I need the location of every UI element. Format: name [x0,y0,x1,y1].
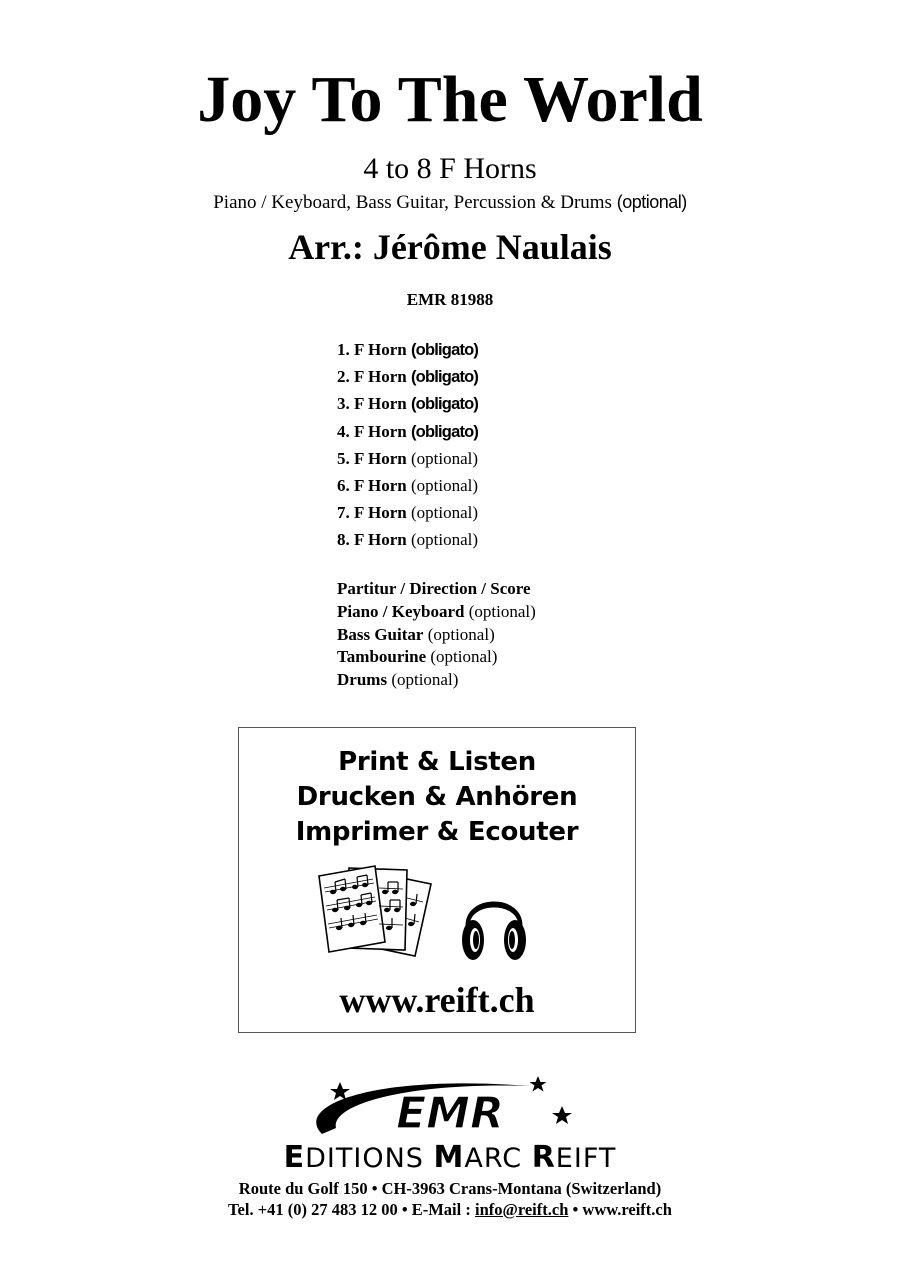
part-name: 4. F Horn [337,421,407,441]
part-name: 1. F Horn [337,340,407,359]
instrumentation-main: Piano / Keyboard, Bass Guitar, Percussion & Drums [213,192,612,213]
brand-ditions: DITIONS [305,1143,434,1174]
print-listen-line-de: Drucken & Anhören [296,782,578,812]
contact-suffix: • www.reift.ch [568,1200,672,1219]
brand-m: M [433,1140,465,1175]
part-item [337,421,637,448]
part-note: (obligato) [410,368,479,387]
website-label: www.reift.ch [339,980,535,1020]
extra-item [337,578,657,601]
extra-note: (optional) [468,601,536,621]
arranger: Arr.: Jérôme Naulais [288,227,612,267]
instrumentation [0,190,900,215]
logo-text: EMR [396,1088,504,1139]
subtitle: 4 to 8 F Horns [363,152,537,185]
part-note: (optional) [410,475,479,495]
contact-line [0,1199,900,1221]
extra-name: Tambourine [337,647,427,667]
publisher-name [0,1142,900,1175]
part-note: (optional) [410,530,479,550]
part-name: 8. F Horn [337,530,407,550]
brand-eift: EIFT [555,1143,617,1174]
email-link[interactable]: info@reift.ch [474,1200,569,1219]
part-name: 3. F Horn [337,394,407,414]
emr-logo [300,1076,600,1146]
extra-name: Piano / Keyboard [337,601,465,621]
sheet-music-icon [315,862,439,958]
extra-note: (optional) [391,670,459,690]
contact-prefix: Tel. +41 (0) 27 483 12 00 • E-Mail : [228,1200,475,1219]
instrumentation-optional: (optional) [616,192,687,212]
print-listen-line-fr: Imprimer & Ecouter [295,817,579,847]
extra-name: Partitur / Direction / Score [337,579,531,598]
brand-e: E [283,1140,306,1175]
extras-list [337,578,657,692]
part-note: (obligato) [410,395,479,414]
extra-item [337,669,657,692]
extra-item [337,624,657,647]
extra-item [337,601,657,624]
part-note: (optional) [410,503,479,523]
parts-list [337,339,637,557]
extra-item [337,646,657,669]
part-name: 2. F Horn [337,367,407,387]
part-item [337,448,637,475]
part-item [337,502,637,529]
part-note: (obligato) [410,422,479,441]
part-item [337,339,637,366]
part-item [337,393,637,420]
print-listen-line-en: Print & Listen [338,747,536,777]
part-item [337,475,637,502]
brand-r: R [531,1140,556,1175]
extra-note: (optional) [430,647,498,667]
brand-arc: ARC [464,1143,532,1174]
part-name: 5. F Horn [337,448,407,468]
extra-note: (optional) [427,624,495,644]
part-item [337,529,637,556]
page-title: Joy To The World [197,63,703,136]
print-listen-box [238,727,636,1033]
part-name: 7. F Horn [337,503,407,523]
part-item [337,366,637,393]
part-note: (obligato) [410,341,479,359]
headphones-icon [459,878,529,964]
address-line: Route du Golf 150 • CH-3963 Crans-Montana (Switzerland) [238,1179,662,1198]
extra-name: Drums [337,670,388,690]
part-note: (optional) [410,448,479,468]
catalog-number: EMR 81988 [406,290,494,309]
extra-name: Bass Guitar [337,624,424,644]
part-name: 6. F Horn [337,475,407,495]
